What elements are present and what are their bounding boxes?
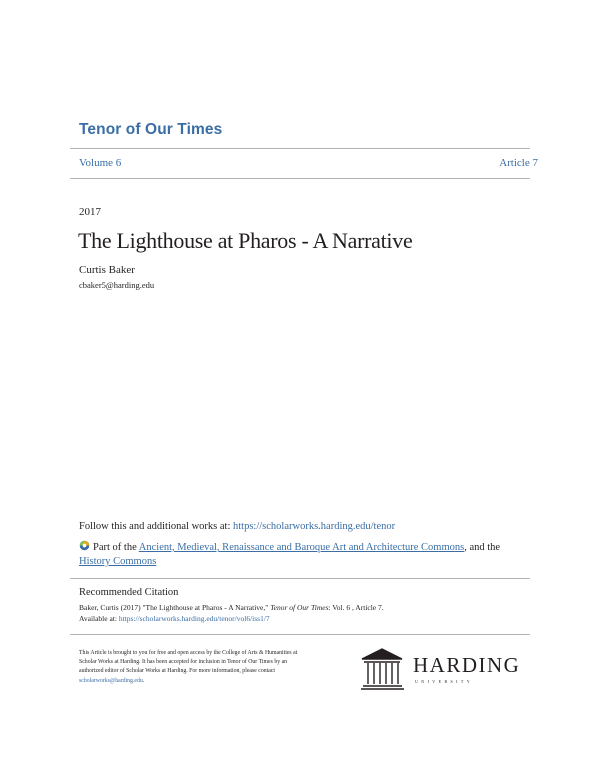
citation-part-b: : Vol. 6 , Article 7. [328,603,384,612]
divider-bottom [70,178,530,179]
recommended-citation-heading: Recommended Citation [79,587,179,598]
citation-url-link[interactable]: https://scholarworks.harding.edu/tenor/vol6/iss1/7 [118,614,270,623]
contact-email-link[interactable]: scholarworks@harding.edu [79,677,143,684]
volume-link[interactable]: Volume 6 [79,157,122,169]
citation-text [79,602,539,624]
divider-access [70,634,530,635]
citation-part-a: Baker, Curtis (2017) "The Lighthouse at Pharos - A Narrative," [79,603,271,612]
journal-title[interactable]: Tenor of Our Times [79,121,223,138]
divider-top [70,148,530,149]
article-author: Curtis Baker [79,264,135,276]
part-of-line [79,540,534,569]
article-title: The Lighthouse at Pharos - A Narrative [78,228,413,253]
access-text: This Article is brought to you for free and open access by the College of Arts & Humanities at Scholar Works at Harding. It has been accepted for inclusion in Tenor of Our Times by an authorized editor of Scholar Works at Harding. For more information, please contact [79,650,298,675]
follow-line [79,521,395,532]
ancient-art-commons-link[interactable]: Ancient, Medieval, Renaissance and Baroque Art and Architecture Commons [138,542,465,553]
citation-journal: Tenor of Our Times [270,603,329,612]
logo-wordmark: HARDING [413,653,521,677]
logo-subtitle: UNIVERSITY [415,679,473,684]
citation-available-label: Available at: [79,614,119,623]
article-year: 2017 [79,206,101,218]
access-statement [79,649,309,686]
history-commons-link[interactable]: History Commons [79,556,157,567]
partof-prefix: Part of the [93,542,139,553]
follow-text: Follow this and additional works at: [79,521,233,532]
article-link[interactable]: Article 7 [499,157,538,169]
divider-citation [70,578,530,579]
building-icon [361,649,404,689]
partof-mid: , and the [464,542,501,553]
access-end: . [142,677,145,684]
commons-network-icon [79,540,90,551]
author-email: cbaker5@harding.edu [79,280,155,290]
follow-link[interactable]: https://scholarworks.harding.edu/tenor [233,521,396,532]
